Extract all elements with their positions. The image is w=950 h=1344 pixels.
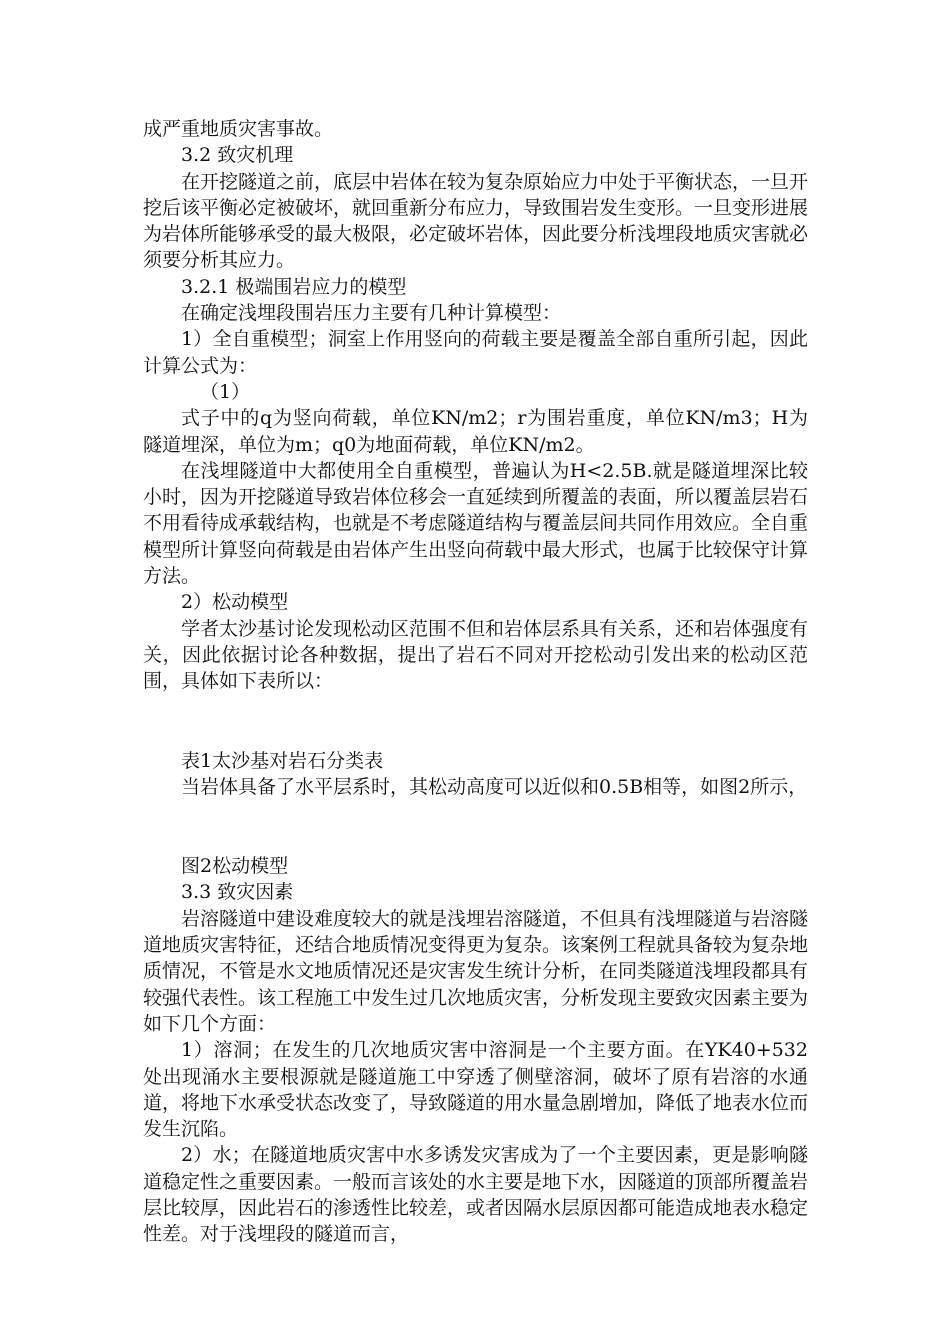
formula-number: （1）	[200, 380, 251, 403]
list-item-water: 2）水；在隧道地质灾害中水多诱发灾害成为了一个主要因素，更是影响隧道稳定性之重要因素。一般而言该处的水主要是地下水，因隧道的顶部所覆盖岩层比较厚，因此岩石的渗透性比较差，或者因隔水层原因都可能造成地表水稳定性差。对于浅埋段的隧道而言，	[143, 1144, 809, 1246]
list-item-karst-cave: 1）溶洞；在发生的几次地质灾害中溶洞是一个主要方面。在YK40+532处出现涌水主要根源就是隧道施工中穿透了侧壁溶洞，破坏了原有岩溶的水通道，将地下水承受状态改变了，导致隧道的用水量急剧增加，降低了地表水位而发生沉陷。	[143, 1039, 809, 1141]
list-item-full-weight-model: 1）全自重模型；洞室上作用竖向的荷载主要是覆盖全部自重所引起，因此计算公式为：	[143, 328, 808, 377]
paragraph-variables: 式子中的q为竖向荷载，单位KN/m2；r为围岩重度，单位KN/m3；H为隧道埋深，单位为m；q0为地面荷载，单位KN/m2。	[143, 407, 808, 456]
paragraph: 岩溶隧道中建设难度较大的就是浅埋岩溶隧道，不但具有浅埋隧道与岩溶隧道地质灾害特征，还结合地质情况变得更为复杂。该案例工程就具备较为复杂地质情况，不管是水文地质情况还是灾害发生统计分析，在同类隧道浅埋段都具有较强代表性。该工程施工中发生过几次地质灾害，分析发现主要致灾因素主要为如下几个方面：	[143, 907, 809, 1035]
section-heading-3-2: 3.2 致灾机理	[181, 144, 294, 167]
table-caption: 表1太沙基对岩石分类表	[181, 749, 384, 772]
figure-caption: 图2松动模型	[181, 855, 289, 878]
section-heading-3-3: 3.3 致灾因素	[181, 881, 294, 904]
document-body	[143, 116, 808, 1248]
paragraph: 在浅埋隧道中大都使用全自重模型，普遍认为H<2.5B.就是隧道埋深比较小时，因为开挖隧道导致岩体位移会一直延续到所覆盖的表面，所以覆盖层岩石不用看待成承载结构，也就是不考虑隧道结构与覆盖层间共同作用效应。全自重模型所计算竖向荷载是由岩体产生出竖向荷载中最大形式，也属于比较保守计算方法。	[143, 459, 809, 588]
figure-placeholder-space	[143, 800, 808, 853]
paragraph-continuation: 成严重地质灾害事故。	[143, 118, 334, 140]
paragraph: 当岩体具备了水平层系时，其松动高度可以近似和0.5B相等，如图2所示，	[181, 775, 808, 798]
list-item-loose-model: 2）松动模型	[181, 591, 289, 614]
paragraph: 在确定浅埋段围岩压力主要有几种计算模型：	[181, 302, 562, 325]
paragraph: 在开挖隧道之前，底层中岩体在较为复杂原始应力中处于平衡状态，一旦开挖后该平衡必定被破坏，就回重新分布应力，导致围岩发生变形。一旦变形进展为岩体所能够承受的最大极限，必定破坏岩体，因此要分析浅埋段地质灾害就必须要分析其应力。	[143, 170, 809, 272]
section-heading-3-2-1: 3.2.1 极端围岩应力的模型	[181, 275, 407, 298]
paragraph: 学者太沙基讨论发现松动区范围不但和岩体层系具有关系，还和岩体强度有关，因此依据讨论各种数据，提出了岩石不同对开挖松动引发出来的松动区范围，具体如下表所以：	[143, 617, 809, 693]
table-placeholder-space	[143, 695, 808, 748]
